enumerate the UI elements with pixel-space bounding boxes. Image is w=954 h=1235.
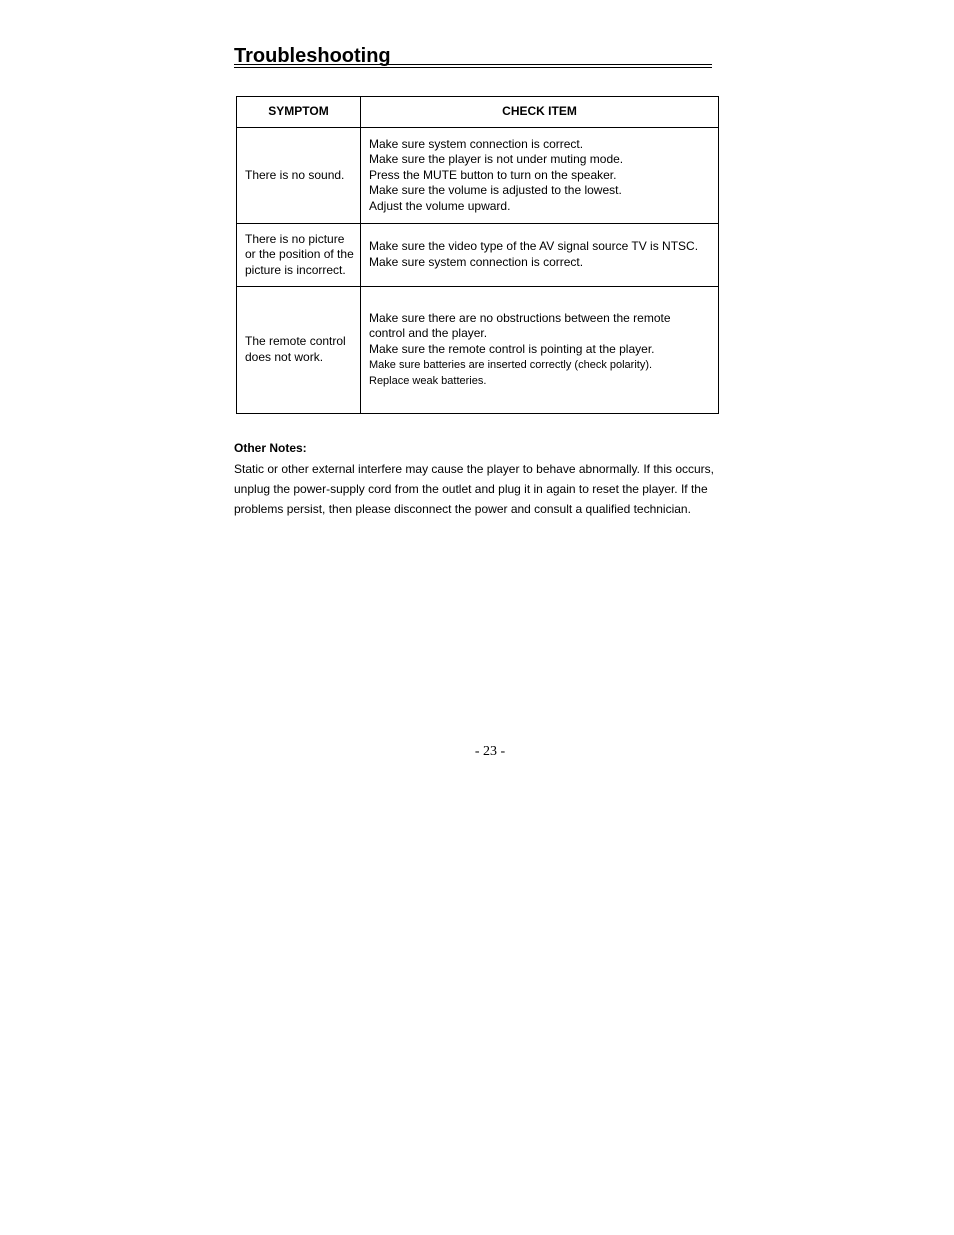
other-notes-section	[234, 438, 720, 519]
check-item-cell	[361, 287, 719, 414]
table-row	[237, 224, 719, 287]
table-header-row	[237, 97, 719, 128]
table-row	[237, 128, 719, 224]
table-row	[237, 287, 719, 414]
check-line: Make sure the player is not under muting mode.	[369, 152, 624, 167]
symptom-cell: The remote control does not work.	[237, 287, 361, 414]
other-notes-body: Static or other external interfere may cause the player to behave abnormally. If this occurs, unplug the power-supply cord from the outlet and plug it in again to reset the player. If the problems persist, then please disconnect the power and consult a qualified technician.	[234, 462, 715, 516]
check-line: Make sure system connection is correct.	[369, 255, 584, 269]
check-line: Make sure there are no obstructions between the remote control and the player.	[369, 310, 671, 341]
check-line: Make sure the remote control is pointing at the player.	[369, 341, 655, 356]
column-header-symptom: SYMPTOM	[237, 97, 361, 128]
check-line: Adjust the volume upward.	[369, 198, 511, 213]
symptom-cell: There is no sound.	[237, 128, 361, 224]
other-notes-heading: Other Notes:	[234, 441, 307, 455]
check-line: Press the MUTE button to turn on the speaker.	[369, 167, 617, 182]
check-line: Make sure the volume is adjusted to the lowest.	[369, 183, 622, 198]
check-line: Replace weak batteries.	[369, 375, 487, 388]
check-item-cell	[361, 128, 719, 224]
check-line: Make sure system connection is correct.	[369, 136, 584, 151]
check-line: Make sure batteries are inserted correctly (check polarity).	[369, 359, 653, 372]
check-item-cell	[361, 224, 719, 287]
page-header	[234, 44, 712, 70]
column-header-check-item: CHECK ITEM	[361, 97, 719, 128]
page-number: - 23 -	[474, 744, 506, 759]
page-title: Troubleshooting	[234, 45, 391, 67]
check-line: Make sure the video type of the AV signal source TV is NTSC.	[369, 239, 699, 254]
symptom-cell: There is no picture or the position of the picture is incorrect.	[237, 224, 361, 287]
troubleshooting-table	[236, 96, 719, 414]
